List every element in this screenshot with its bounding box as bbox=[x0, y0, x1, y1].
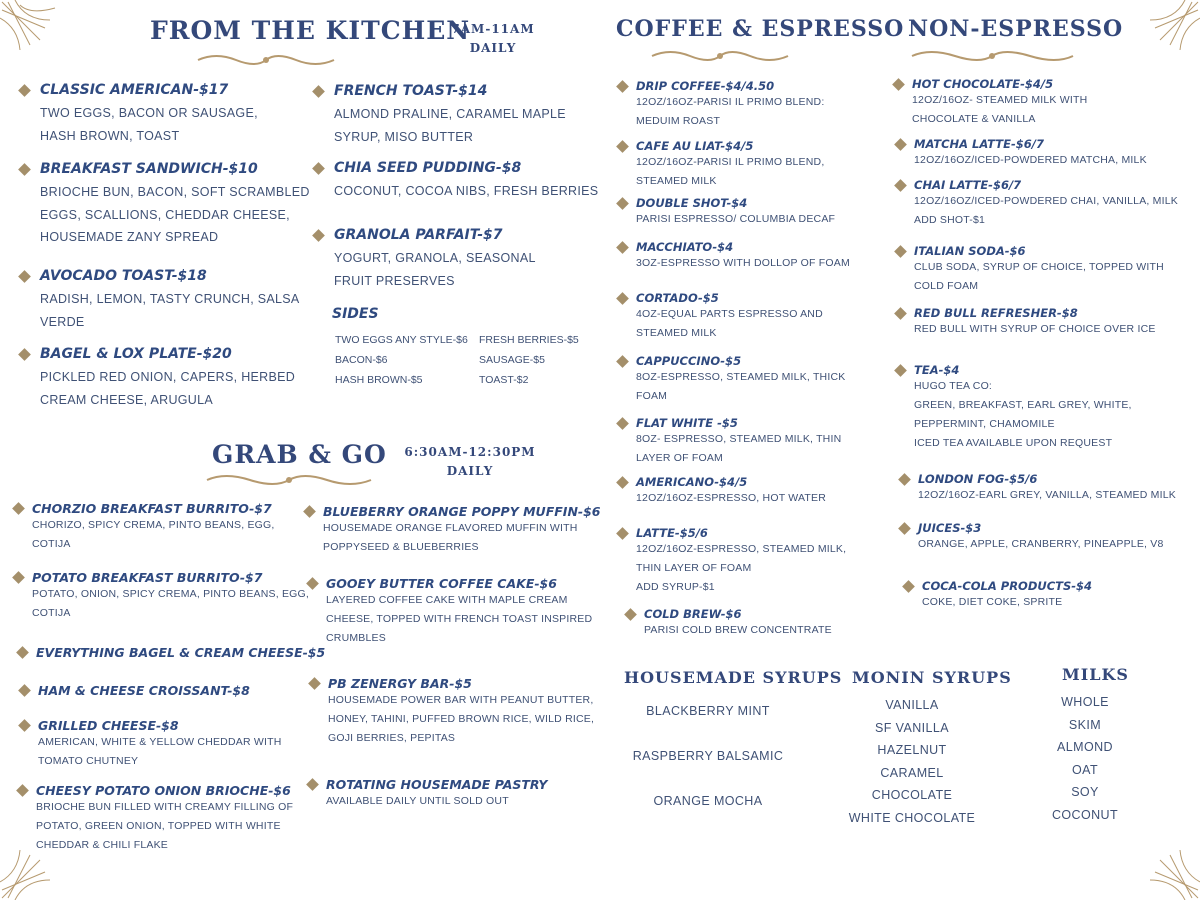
diamond-bullet-icon bbox=[308, 677, 321, 690]
menu-item-title: HOT CHOCOLATE-$4/5 bbox=[912, 77, 1054, 91]
description-line: HASH BROWN, TOAST bbox=[40, 128, 180, 143]
milks-heading: MILKS bbox=[1062, 665, 1129, 684]
description-line: VERDE bbox=[40, 314, 85, 329]
menu-item bbox=[896, 306, 1156, 339]
diamond-bullet-icon bbox=[616, 241, 629, 254]
description-line: HOUSEMADE ZANY SPREAD bbox=[40, 230, 219, 244]
menu-item-title: BLUEBERRY ORANGE POPPY MUFFIN-$6 bbox=[323, 504, 601, 519]
menu-item bbox=[618, 416, 841, 468]
description-line: HOUSEMADE ORANGE FLAVORED MUFFIN WITH bbox=[323, 522, 578, 534]
housemade-list bbox=[628, 704, 788, 839]
kitchen-hours-days: DAILY bbox=[469, 41, 517, 55]
description-line: RADISH, LEMON, TASTY CRUNCH, SALSA bbox=[40, 292, 300, 306]
menu-item bbox=[305, 504, 600, 557]
menu-item bbox=[18, 783, 293, 855]
diamond-bullet-icon bbox=[303, 505, 316, 518]
side-item: HASH BROWN-$5 bbox=[335, 374, 423, 386]
sides-heading: SIDES bbox=[332, 306, 379, 322]
diamond-bullet-icon bbox=[892, 78, 905, 91]
description-line: LAYER OF FOAM bbox=[636, 452, 723, 464]
menu-item-title: DOUBLE SHOT-$4 bbox=[636, 196, 748, 210]
menu-item bbox=[900, 472, 1176, 505]
description-line: PARISI COLD BREW CONCENTRATE bbox=[644, 624, 832, 636]
corner-ornament-top-right bbox=[1130, 0, 1200, 70]
kitchen-heading: FROM THE KITCHEN bbox=[150, 16, 471, 45]
description-line: 12OZ/16OZ-ESPRESSO, STEAMED MILK, bbox=[636, 543, 847, 555]
menu-item-description bbox=[914, 320, 1156, 339]
corner-ornament-top-left bbox=[0, 0, 70, 70]
description-line: ADD SHOT-$1 bbox=[914, 214, 986, 226]
diamond-bullet-icon bbox=[616, 292, 629, 305]
menu-item bbox=[618, 139, 824, 191]
description-line: PICKLED RED ONION, CAPERS, HERBED bbox=[40, 370, 296, 384]
menu-item-description bbox=[636, 540, 846, 597]
diamond-bullet-icon bbox=[898, 522, 911, 535]
menu-item bbox=[896, 178, 1178, 230]
diamond-bullet-icon bbox=[312, 229, 325, 242]
side-item: FRESH BERRIES-$5 bbox=[479, 334, 579, 346]
ornament-divider bbox=[650, 48, 790, 64]
syrup-item: CARAMEL bbox=[880, 765, 944, 780]
description-line: STEAMED MILK bbox=[636, 327, 717, 339]
menu-item-description bbox=[914, 151, 1147, 170]
menu-item-description bbox=[323, 519, 600, 557]
menu-item-description bbox=[636, 254, 850, 273]
milk-item: ALMOND bbox=[1057, 740, 1113, 754]
menu-item-title: HAM & CHEESE CROISSANT-$8 bbox=[38, 683, 250, 698]
milk-item: COCONUT bbox=[1052, 807, 1118, 822]
milks-list bbox=[1040, 695, 1130, 830]
menu-item-description bbox=[32, 585, 309, 623]
description-line: GOJI BERRIES, PEPITAS bbox=[328, 732, 456, 744]
corner-ornament-bottom-right bbox=[1130, 830, 1200, 900]
description-line: AMERICAN, WHITE & YELLOW CHEDDAR WITH bbox=[38, 736, 282, 748]
diamond-bullet-icon bbox=[12, 571, 25, 584]
diamond-bullet-icon bbox=[616, 197, 629, 210]
menu-item-description bbox=[636, 430, 841, 468]
diamond-bullet-icon bbox=[18, 684, 31, 697]
description-line: FOAM bbox=[636, 390, 668, 402]
menu-item-description bbox=[922, 593, 1092, 612]
diamond-bullet-icon bbox=[18, 719, 31, 732]
menu-item-description bbox=[40, 366, 295, 411]
description-line: 12OZ/16OZ/ICED-POWDERED MATCHA, MILK bbox=[914, 154, 1147, 166]
diamond-bullet-icon bbox=[312, 162, 325, 175]
menu-item-description bbox=[36, 798, 293, 855]
menu-item bbox=[308, 576, 592, 648]
sides-row bbox=[335, 374, 579, 394]
diamond-bullet-icon bbox=[306, 577, 319, 590]
diamond-bullet-icon bbox=[616, 417, 629, 430]
menu-item-description bbox=[912, 91, 1087, 129]
diamond-bullet-icon bbox=[894, 138, 907, 151]
description-line: CREAM CHEESE, ARUGULA bbox=[40, 392, 214, 407]
menu-item-description bbox=[334, 180, 598, 203]
menu-item-description bbox=[636, 305, 823, 343]
grab-heading: GRAB & GO bbox=[212, 440, 387, 469]
menu-item-description bbox=[914, 377, 1132, 453]
menu-item-title: FLAT WHITE -$5 bbox=[636, 416, 738, 430]
menu-item-title: GRILLED CHEESE-$8 bbox=[38, 718, 179, 733]
menu-item-description bbox=[334, 247, 536, 292]
syrup-item: WHITE CHOCOLATE bbox=[848, 810, 976, 825]
description-line: 12OZ/16OZ-EARL GREY, VANILLA, STEAMED MILK bbox=[918, 489, 1176, 501]
menu-item-description bbox=[914, 258, 1164, 296]
ornament-divider bbox=[196, 52, 336, 68]
diamond-bullet-icon bbox=[616, 527, 629, 540]
menu-item-description bbox=[38, 733, 281, 771]
description-line: YOGURT, GRANOLA, SEASONAL bbox=[334, 251, 536, 265]
menu-item bbox=[618, 79, 824, 131]
description-line: MEDUIM ROAST bbox=[636, 115, 721, 127]
description-line: 12OZ/16OZ-PARISI IL PRIMO BLEND, bbox=[636, 156, 825, 168]
grab-hours bbox=[400, 443, 540, 481]
kitchen-hours bbox=[448, 20, 538, 58]
description-line: FRUIT PRESERVES bbox=[334, 273, 455, 288]
description-line: TWO EGGS, BACON OR SAUSAGE, bbox=[40, 106, 258, 120]
menu-item-title: AVOCADO TOAST-$18 bbox=[40, 268, 207, 284]
description-line: ICED TEA AVAILABLE UPON REQUEST bbox=[914, 437, 1113, 449]
menu-item-title: PB ZENERGY BAR-$5 bbox=[328, 676, 472, 691]
syrup-item: HAZELNUT bbox=[877, 743, 947, 757]
description-line: AVAILABLE DAILY UNTIL SOLD OUT bbox=[326, 795, 509, 807]
diamond-bullet-icon bbox=[306, 778, 319, 791]
side-item: SAUSAGE-$5 bbox=[479, 354, 545, 366]
menu-item-title: GRANOLA PARFAIT-$7 bbox=[334, 227, 503, 243]
description-line: HONEY, TAHINI, PUFFED BROWN RICE, WILD RICE, bbox=[328, 713, 595, 725]
description-line: CHEESE, TOPPED WITH FRENCH TOAST INSPIRED bbox=[326, 613, 593, 625]
description-line: 8OZ- ESPRESSO, STEAMED MILK, THIN bbox=[636, 433, 842, 445]
menu-item-title: CHEESY POTATO ONION BRIOCHE-$6 bbox=[36, 783, 291, 798]
menu-item-title: BREAKFAST SANDWICH-$10 bbox=[40, 161, 258, 177]
diamond-bullet-icon bbox=[18, 348, 31, 361]
diamond-bullet-icon bbox=[18, 163, 31, 176]
description-line: POTATO, GREEN ONION, TOPPED WITH WHITE bbox=[36, 820, 281, 832]
monin-heading: MONIN SYRUPS bbox=[852, 668, 1012, 687]
menu-item bbox=[308, 777, 547, 811]
menu-item-title: CORTADO-$5 bbox=[636, 291, 719, 305]
syrup-item: VANILLA bbox=[885, 698, 939, 712]
menu-item bbox=[20, 346, 295, 411]
diamond-bullet-icon bbox=[898, 473, 911, 486]
menu-item bbox=[896, 244, 1164, 296]
menu-item-title: CAFE AU LIAT-$4/5 bbox=[636, 139, 754, 153]
description-line: COLD FOAM bbox=[914, 280, 979, 292]
milk-item: SKIM bbox=[1068, 717, 1102, 732]
menu-item bbox=[618, 354, 845, 406]
description-line: HOUSEMADE POWER BAR WITH PEANUT BUTTER, bbox=[328, 694, 594, 706]
grab-hours-days: DAILY bbox=[446, 464, 494, 478]
menu-item-title: CHORZIO BREAKFAST BURRITO-$7 bbox=[32, 501, 272, 516]
description-line: ORANGE, APPLE, CRANBERRY, PINEAPPLE, V8 bbox=[918, 538, 1164, 550]
description-line: BRIOCHE BUN, BACON, SOFT SCRAMBLED bbox=[40, 185, 310, 199]
housemade-heading: HOUSEMADE SYRUPS bbox=[624, 668, 843, 687]
description-line: EGGS, SCALLIONS, CHEDDAR CHEESE, bbox=[40, 207, 290, 222]
description-line: COCONUT, COCOA NIBS, FRESH BERRIES bbox=[334, 184, 599, 198]
ornament-divider bbox=[910, 48, 1075, 64]
description-line: CHORIZO, SPICY CREMA, PINTO BEANS, EGG, bbox=[32, 519, 275, 531]
menu-item bbox=[896, 363, 1132, 453]
menu-item-description bbox=[918, 486, 1176, 505]
menu-item-title: EVERYTHING BAGEL & CREAM CHEESE-$5 bbox=[36, 645, 326, 660]
menu-item-description bbox=[334, 103, 566, 148]
menu-item-title: RED BULL REFRESHER-$8 bbox=[914, 306, 1078, 320]
menu-item bbox=[14, 501, 275, 554]
description-line: COTIJA bbox=[32, 607, 71, 619]
description-line: ADD SYRUP-$1 bbox=[636, 581, 715, 593]
diamond-bullet-icon bbox=[16, 784, 29, 797]
menu-item-description bbox=[328, 691, 594, 748]
milk-item: OAT bbox=[1072, 762, 1098, 777]
menu-item-title: ITALIAN SODA-$6 bbox=[914, 244, 1026, 258]
description-line: 8OZ-ESPRESSO, STEAMED MILK, THICK bbox=[636, 371, 846, 383]
description-line: CHOCOLATE & VANILLA bbox=[912, 113, 1036, 125]
sides-row bbox=[335, 354, 579, 374]
diamond-bullet-icon bbox=[18, 270, 31, 283]
menu-item bbox=[14, 570, 309, 623]
menu-item-description bbox=[32, 516, 275, 554]
description-line: COTIJA bbox=[32, 538, 71, 550]
diamond-bullet-icon bbox=[18, 84, 31, 97]
menu-item-title: TEA-$4 bbox=[914, 363, 960, 377]
description-line: CHEDDAR & CHILI FLAKE bbox=[36, 839, 168, 851]
side-item: BACON-$6 bbox=[335, 354, 388, 366]
description-line: COKE, DIET COKE, SPRITE bbox=[922, 596, 1063, 608]
menu-item-description bbox=[636, 153, 824, 191]
menu-item-description bbox=[636, 210, 835, 229]
description-line: POPPYSEED & BLUEBERRIES bbox=[323, 541, 479, 553]
menu-item bbox=[18, 645, 325, 660]
coffee-heading: COFFEE & ESPRESSO bbox=[616, 16, 905, 42]
menu-item bbox=[618, 291, 823, 343]
description-line: TOMATO CHUTNEY bbox=[38, 755, 139, 767]
menu-item bbox=[20, 82, 258, 147]
menu-item-title: CAPPUCCINO-$5 bbox=[636, 354, 742, 368]
description-line: CLUB SODA, SYRUP OF CHOICE, TOPPED WITH bbox=[914, 261, 1164, 273]
menu-item-title: FRENCH TOAST-$14 bbox=[334, 83, 488, 99]
menu-item-description bbox=[326, 792, 547, 811]
diamond-bullet-icon bbox=[616, 476, 629, 489]
description-line: GREEN, BREAKFAST, EARL GREY, WHITE, bbox=[914, 399, 1132, 411]
sides-table bbox=[335, 334, 579, 394]
description-line: CRUMBLES bbox=[326, 632, 386, 644]
menu-item bbox=[900, 521, 1164, 554]
description-line: SYRUP, MISO BUTTER bbox=[334, 129, 474, 144]
menu-item-title: CLASSIC AMERICAN-$17 bbox=[40, 82, 229, 98]
menu-item bbox=[20, 683, 250, 698]
diamond-bullet-icon bbox=[894, 245, 907, 258]
description-line: 12OZ/16OZ-PARISI IL PRIMO BLEND: bbox=[636, 96, 825, 108]
description-line: STEAMED MILK bbox=[636, 175, 717, 187]
description-line: PARISI ESPRESSO/ COLUMBIA DECAF bbox=[636, 213, 836, 225]
grab-hours-time: 6:30AM-12:30PM bbox=[404, 445, 536, 459]
side-item: TOAST-$2 bbox=[479, 374, 529, 386]
menu-item-description bbox=[636, 368, 845, 406]
diamond-bullet-icon bbox=[616, 80, 629, 93]
menu-item bbox=[20, 718, 281, 771]
menu-item-title: JUICES-$3 bbox=[918, 521, 982, 535]
menu-item-description bbox=[40, 288, 300, 333]
milk-item: SOY bbox=[1071, 785, 1099, 799]
menu-item-title: BAGEL & LOX PLATE-$20 bbox=[40, 346, 232, 362]
description-line: PEPPERMINT, CHAMOMILE bbox=[914, 418, 1055, 430]
description-line: 3OZ-ESPRESSO WITH DOLLOP OF FOAM bbox=[636, 257, 850, 269]
menu-item bbox=[310, 676, 594, 748]
diamond-bullet-icon bbox=[894, 179, 907, 192]
description-line: POTATO, ONION, SPICY CREMA, PINTO BEANS, EGG, bbox=[32, 588, 309, 600]
description-line: 12OZ/16OZ- STEAMED MILK WITH bbox=[912, 94, 1088, 106]
description-line: THIN LAYER OF FOAM bbox=[636, 562, 752, 574]
diamond-bullet-icon bbox=[894, 364, 907, 377]
diamond-bullet-icon bbox=[16, 646, 29, 659]
menu-item bbox=[894, 77, 1087, 129]
menu-item-description bbox=[636, 489, 826, 508]
menu-item-description bbox=[326, 591, 592, 648]
menu-item bbox=[314, 83, 566, 148]
description-line: LAYERED COFFEE CAKE WITH MAPLE CREAM bbox=[326, 594, 568, 606]
description-line: 4OZ-EQUAL PARTS ESPRESSO AND bbox=[636, 308, 823, 320]
menu-item-description bbox=[40, 181, 310, 249]
menu-item-title: COLD BREW-$6 bbox=[644, 607, 742, 621]
menu-item-title: MACCHIATO-$4 bbox=[636, 240, 734, 254]
menu-item-title: GOOEY BUTTER COFFEE CAKE-$6 bbox=[326, 576, 557, 591]
menu-item-title: CHIA SEED PUDDING-$8 bbox=[334, 160, 522, 176]
description-line: ALMOND PRALINE, CARAMEL MAPLE bbox=[334, 107, 566, 121]
menu-item bbox=[20, 161, 310, 249]
menu-item bbox=[618, 526, 846, 597]
menu-item-title: AMERICANO-$4/5 bbox=[636, 475, 748, 489]
diamond-bullet-icon bbox=[616, 140, 629, 153]
syrup-item: SF VANILLA bbox=[875, 720, 949, 735]
description-line: BRIOCHE BUN FILLED WITH CREAMY FILLING OF bbox=[36, 801, 294, 813]
menu-item-description bbox=[644, 621, 832, 640]
menu-item-title: LATTE-$5/6 bbox=[636, 526, 708, 540]
menu-item bbox=[618, 475, 826, 508]
diamond-bullet-icon bbox=[12, 502, 25, 515]
description-line: 12OZ/16OZ-ESPRESSO, HOT WATER bbox=[636, 492, 826, 504]
menu-item-title: ROTATING HOUSEMADE PASTRY bbox=[326, 777, 548, 792]
diamond-bullet-icon bbox=[624, 608, 637, 621]
syrup-item: CHOCOLATE bbox=[871, 788, 953, 802]
menu-item-title: POTATO BREAKFAST BURRITO-$7 bbox=[32, 570, 263, 585]
syrup-item: ORANGE MOCHA bbox=[653, 794, 763, 808]
menu-item bbox=[618, 240, 850, 273]
ornament-divider bbox=[205, 472, 373, 488]
menu-item-description bbox=[40, 102, 258, 147]
diamond-bullet-icon bbox=[616, 355, 629, 368]
diamond-bullet-icon bbox=[312, 85, 325, 98]
syrup-item: RASPBERRY BALSAMIC bbox=[632, 749, 784, 763]
sides-row bbox=[335, 334, 579, 354]
menu-item bbox=[314, 227, 536, 292]
description-line: 12OZ/16OZ/ICED-POWDERED CHAI, VANILLA, MILK bbox=[914, 195, 1178, 207]
menu-item-title: DRIP COFFEE-$4/4.50 bbox=[636, 79, 775, 93]
kitchen-hours-time: 7AM-11AM bbox=[451, 22, 535, 36]
menu-item bbox=[896, 137, 1147, 170]
diamond-bullet-icon bbox=[902, 580, 915, 593]
syrup-item: BLACKBERRY MINT bbox=[646, 704, 770, 718]
description-line: RED BULL WITH SYRUP OF CHOICE OVER ICE bbox=[914, 323, 1156, 335]
menu-item-description bbox=[914, 192, 1178, 230]
menu-item bbox=[626, 607, 832, 640]
nonesp-heading: NON-ESPRESSO bbox=[908, 16, 1124, 42]
menu-item bbox=[618, 196, 835, 229]
menu-item-title: COCA-COLA PRODUCTS-$4 bbox=[922, 579, 1093, 593]
menu-item-description bbox=[636, 93, 824, 131]
menu-item-title: LONDON FOG-$5/6 bbox=[918, 472, 1038, 486]
menu-item bbox=[20, 268, 300, 333]
diamond-bullet-icon bbox=[894, 307, 907, 320]
menu-item-title: MATCHA LATTE-$6/7 bbox=[914, 137, 1044, 151]
side-item: TWO EGGS ANY STYLE-$6 bbox=[335, 334, 468, 346]
description-line: HUGO TEA CO: bbox=[914, 380, 993, 392]
menu-item bbox=[314, 160, 598, 203]
monin-list bbox=[842, 698, 982, 833]
menu-item-description bbox=[918, 535, 1164, 554]
menu-item bbox=[904, 579, 1092, 612]
milk-item: WHOLE bbox=[1061, 695, 1109, 709]
menu-item-title: CHAI LATTE-$6/7 bbox=[914, 178, 1022, 192]
